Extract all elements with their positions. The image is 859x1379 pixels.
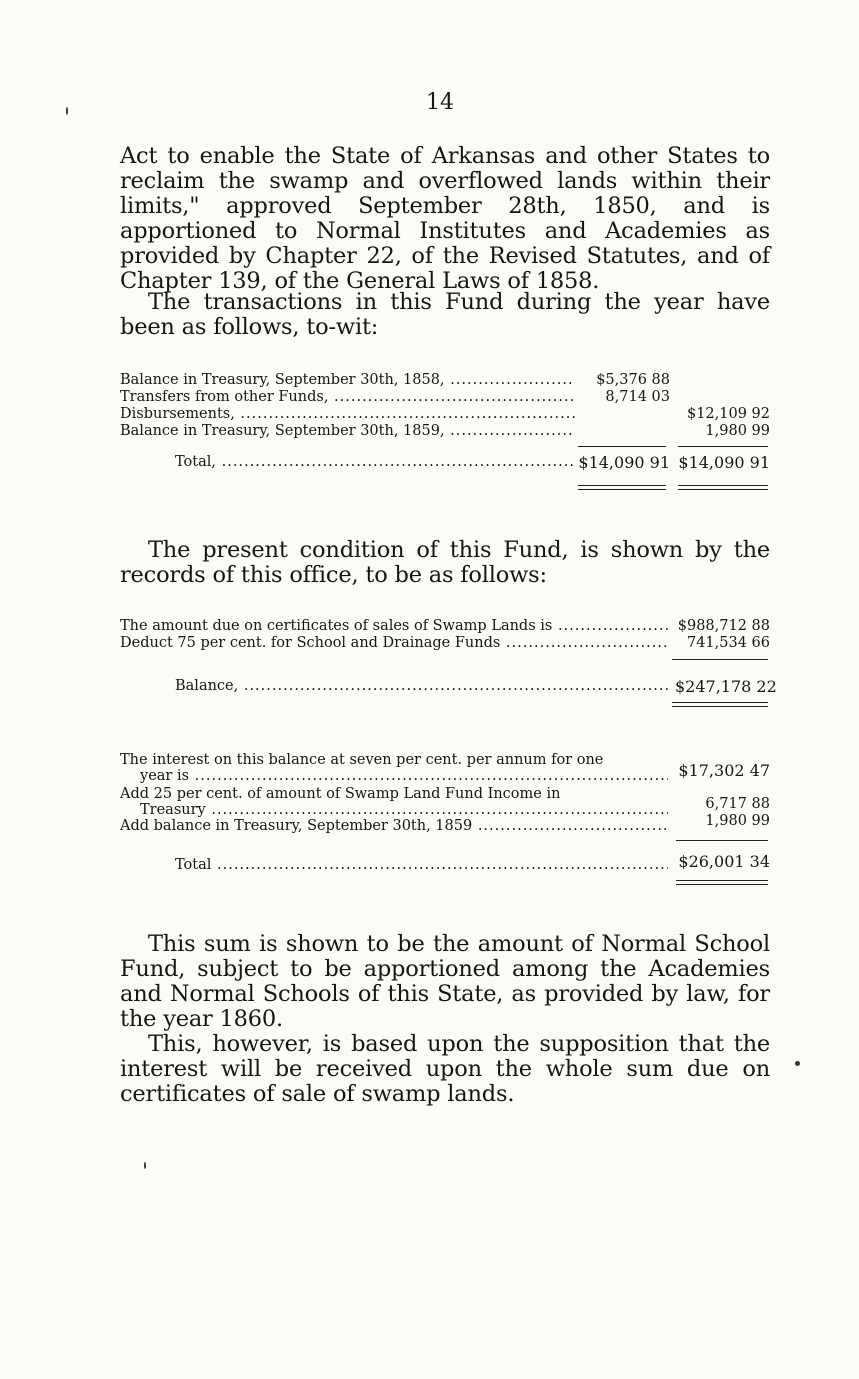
ledger-row-label: Add balance in Treasury, September 30th, 1859: [120, 818, 473, 834]
subtotal-rule: [678, 446, 768, 447]
ledger-row: [120, 752, 770, 768]
ledger-total-row: [120, 454, 770, 482]
ledger-total-label: Total,: [175, 454, 216, 470]
scan-speck: [144, 1162, 146, 1169]
ledger-row: [120, 786, 770, 802]
ledger-total-credit: $14,090 91: [675, 454, 770, 471]
ledger-row: [120, 406, 770, 423]
transactions-ledger: [120, 372, 770, 482]
paragraph-transactions-intro: The transactions in this Fund during the year have been as follows, to-wit:: [120, 289, 770, 340]
ledger-total-row: [120, 852, 770, 877]
ledger-row-label: Transfers from other Funds,: [120, 389, 329, 405]
ledger-amount: $17,302 47: [675, 762, 770, 779]
ledger-row-label-cont: year is: [140, 768, 190, 784]
ledger-debit-amount: 8,714 03: [575, 389, 670, 406]
subtotal-rule: [578, 446, 666, 447]
ledger-credit-amount: $12,109 92: [675, 406, 770, 423]
total-double-rule: [676, 880, 768, 885]
interest-ledger: [120, 752, 770, 877]
ledger-row: [120, 761, 770, 786]
ledger-row-label: Balance in Treasury, September 30th, 1859,: [120, 423, 445, 439]
ledger-amount: 1,980 99: [675, 813, 770, 830]
ledger-row-label: The amount due on certificates of sales of Swamp Lands is: [120, 618, 553, 634]
condition-ledger: [120, 618, 777, 698]
scan-speck: [66, 107, 68, 115]
ledger-row: [120, 389, 770, 406]
ledger-row: [120, 813, 770, 835]
ledger-total-label: Total: [175, 857, 212, 873]
paragraph-supposition: This, however, is based upon the supposition that the interest will be received upon the whole sum due on certificates of sale of swamp lands.: [120, 1031, 770, 1107]
ledger-row-label: Add 25 per cent. of amount of Swamp Land Fund Income in: [120, 786, 561, 802]
ledger-row-label: Balance in Treasury, September 30th, 1858,: [120, 372, 445, 388]
ledger-row: [120, 423, 770, 440]
ledger-row: [120, 796, 770, 818]
ledger-debit-amount: $5,376 88: [575, 372, 670, 389]
ledger-row: [120, 372, 770, 389]
ledger-row-label: The interest on this balance at seven per cent. per annum for one: [120, 752, 604, 768]
ledger-amount: 6,717 88: [675, 796, 770, 813]
ledger-row-label: Deduct 75 per cent. for School and Drainage Funds: [120, 635, 501, 651]
ledger-balance-amount: $247,178 22: [675, 677, 777, 696]
total-double-rule: [672, 702, 768, 707]
ledger-balance-label: Balance,: [175, 678, 239, 694]
ledger-total-amount: $26,001 34: [675, 853, 770, 870]
ledger-amount: $988,712 88: [675, 618, 770, 635]
total-double-rule: [578, 485, 666, 490]
ledger-row: [120, 618, 770, 635]
ledger-row-label: Disbursements,: [120, 406, 235, 422]
ledger-row: [120, 635, 770, 652]
ledger-credit-amount: 1,980 99: [675, 423, 770, 440]
paragraph-normal-school-fund: This sum is shown to be the amount of Normal School Fund, subject to be apportioned among the Academies and Normal Schools of this State, as provided by law, for the year 1860.: [120, 931, 770, 1032]
ledger-balance-row: [120, 677, 777, 698]
ledger-total-debit: $14,090 91: [575, 454, 670, 471]
subtotal-rule: [676, 840, 768, 841]
paragraph-act-apportionment: Act to enable the State of Arkansas and other States to reclaim the swamp and overflowed lands within their limits," approved September 28th, 1850, and is apportioned to Normal Institutes and Academies as provided by Chapter 22, of the Revised Statutes, and of Chapter 139, of the General Laws of 1858.: [120, 143, 770, 294]
scan-speck: [795, 1061, 800, 1066]
ledger-amount: 741,534 66: [675, 635, 770, 652]
subtotal-rule: [672, 659, 768, 660]
page-number: 14: [426, 90, 454, 115]
ledger-row-label-cont: Treasury: [140, 802, 206, 818]
total-double-rule: [678, 485, 768, 490]
paragraph-present-condition: The present condition of this Fund, is shown by the records of this office, to be as follows:: [120, 537, 770, 588]
